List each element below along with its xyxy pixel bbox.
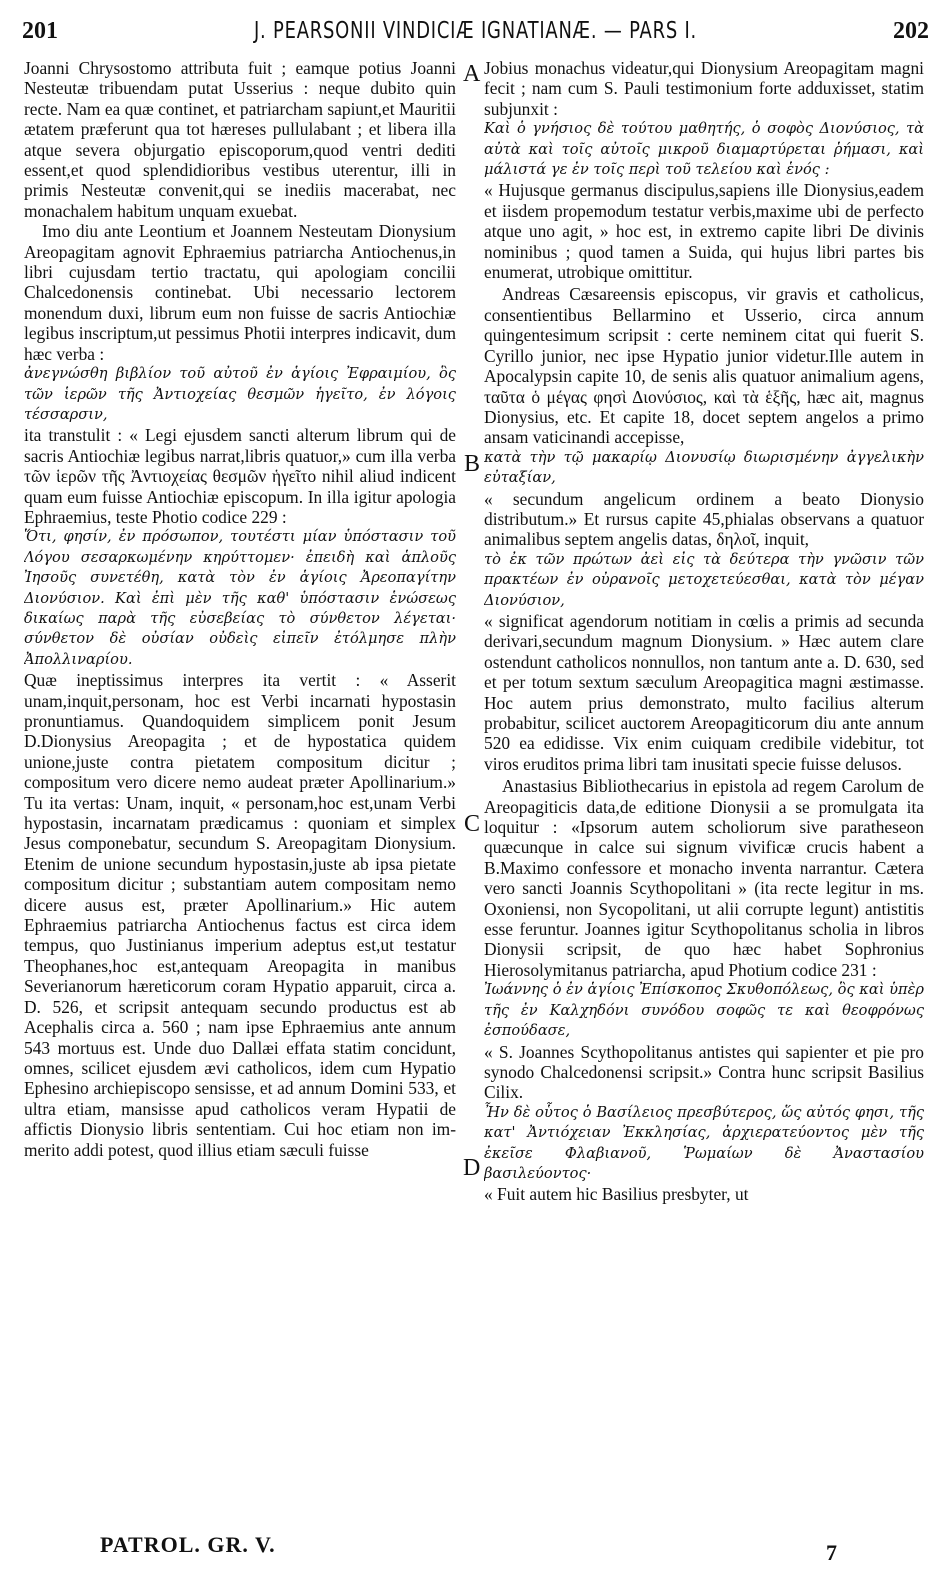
right-greek-quote-5: Ἦν δὲ οὗτος ὁ Βασίλειος πρεσβύτερος, ὥς αὐτός φησι, τῆς κατ' Ἀντιόχειαν Ἐκκλησίας, ἀρχιερατεύοντος μὲν τῆς ἐκεῖσε Φλαβιανοῦ, Ῥωμαίων δὲ Ἀναστασίου βασιλεύοντος· (484, 1103, 924, 1182)
right-paragraph-3: Anastasius Bibliothecarius in epistola ad regem Carolum de Areopagiticis data,de editione Dionysii a se promulgata ita loquitur : «Ipsorum autem scholiorum sive paratheseon quæcunque in calce sui signum vivificæ crucis habent a B.Maximo confessore et monacho inventa narrantur. Cætera vero sancti Joannis Scythopolitani » (ita recte legitur in ms. Oxoniensi, non Sycopolitani, ut alii corrupte legunt) antistitis esse feruntur. Joannes igitur Scythopolitanus scholia in libros Dionysii scripsit, de quo hæc habet Sophronius Hierosolymitanus patriarcha, apud Photium codice 231 : (484, 776, 924, 980)
margin-marker-c: C (464, 811, 481, 837)
right-column (484, 58, 924, 1488)
page-number-left: 201 (22, 18, 58, 44)
right-greek-quote-1: Καὶ ὁ γνήσιος δὲ τούτου μαθητής, ὁ σοφὸς Διονύσιος, τὰ αὐτὰ καὶ τοῖς αὐτοῖς μικροῦ διαμαρτύρεται ῥήμασι, καὶ μάλιστά γε ἐν τοῖς περὶ τοῦ τελείου καὶ ἑνός : (484, 120, 924, 179)
signature-number: 7 (826, 1540, 837, 1565)
right-paragraph-1: Jobius monachus videatur,qui Dionysium Areopagitam magni fecit ; nam cum S. Pauli testimonium forte adduxisset, statim subjunxit : (484, 58, 924, 119)
left-greek-quote-2: Ὅτι, φησίν, ἐν πρόσωπον, τουτέστι μίαν ὑπόστασιν τοῦ Λόγου σεσαρκωμένην κηρύττομεν· ἐπειδὴ καὶ ἁπλοῦς Ἰησοῦς συνετέθη, κατὰ τὸν ἐν ἁγίοις Ἀρεοπαγίτην Διονύσιον. Καὶ ἐπὶ μὲν τῆς καθ' ὑπόστασιν ἑνώσεως δικαίως παρὰ τῆς εὐσεβείας τὸ σύνθετον λέγεται· σύνθετον δὲ οὐσίαν οὐδεὶς εἰπεῖν ἐτόλμησε πλὴν Ἀπολλιναρίου. (24, 528, 456, 668)
left-column (24, 58, 456, 1488)
right-greek-quote-3: τὸ ἐκ τῶν πρώτων ἀεὶ εἰς τὰ δεύτερα τὴν γνῶσιν τῶν πρακτέων ἐν οὐρανοῖς μετοχετεύεσθαι, κατὰ τὸν μέγαν Διονύσιον, (484, 550, 924, 609)
right-paragraph-2-cont: « secundum angelicum ordinem a beato Dionysio distributum.» Et rursus capite 45,phialas observans a quatuor animalibus septem angelis datas, δηλοῖ, inquit, (484, 488, 924, 550)
right-paragraph-3-cont-b: « Fuit autem hic Basilius presbyter, ut (484, 1184, 749, 1205)
left-paragraph-2-cont: ita transtulit : « Legi ejusdem sancti alterum librum qui de sacris Antiochiæ legibus narrat,libris quatuor,» cum illa verba τῶν ἱερῶν τῆς Ἀντιοχείας θεσμῶν ἡγεῖτο nihil aliud indicent quam eum fuisse Antiochiæ episcopum. In illa igitur apologia Ephraemius, teste Photio codice 229 : (24, 425, 456, 527)
left-paragraph-2: Imo diu ante Leontium et Joannem Nesteutam Dionysium Areopagitam agnovit Ephraemius patriarcha Antiochenus,in libri cujusdam tertio tractatu, qui apologiam concilii Chalcedonensis continebat. Ubi necessario lectorem monendum duxi, librum eum non fuisse de sacris Antiochiæ legibus inscriptum,ut pessimus Photii interpres indicavit, dum hæc verba : (24, 221, 456, 364)
page-header (22, 10, 929, 50)
running-title: J. PEARSONII VINDICIÆ IGNATIANÆ. — PARS I. (253, 18, 698, 44)
margin-marker-b: B (464, 451, 481, 477)
signature-mark: PATROL. GR. V. (100, 1532, 276, 1557)
right-paragraph-1-cont: « Hujusque germanus discipulus,sapiens ille Dionysius,eadem et iisdem propemodum testatur verbis,maxime ubi de perfecto atque uno agit, » hoc est, in extremo capite libri De divinis nominibus ; quod tamen a Suida, qui hujus libri partes bis enumerat, utrobique omittitur. (484, 180, 924, 283)
left-paragraph-1: Joanni Chrysostomo attributa fuit ; eamque potius Joanni Nesteutæ tribuendam putat Usserius : neque dubito quin recte. Nam ea quæ continet, et patriarcham sapiunt,et Mauritii ætatem præferunt qua tot hæreses pullulabant ; et libera illa atque severa objurgatio episcoporum,quod ventri dediti essent,et quod splendidioribus vestibus uterentur, illi in primis Nesteutæ convenit,qui se inediis macerabat, nec monachalem habitum unquam exuebat. (24, 58, 456, 221)
right-greek-quote-4: Ἰωάννης ὁ ἐν ἁγίοις Ἐπίσκοπος Σκυθοπόλεως, ὃς καὶ ὑπὲρ τῆς ἐν Καλχηδόνι συνόδου σοφῶς τε καὶ θεοφρόνως ἐσπούδασε, (484, 981, 924, 1040)
margin-marker-a: A (463, 61, 481, 87)
page-number-right: 202 (893, 18, 929, 44)
right-paragraph-2: Andreas Cæsareensis episcopus, vir gravis et catholicus, consentientibus Bellarmino et Usserio, circa annum quingentesimum scripsit : certe neminem citat qui fuerit S. Cyrillo junior, nec ipse Hypatio junior videtur.Ille autem in Apocalypsin capite 10, de senis alis quatuor animalium agens, ταῦτα ὁ μέγας φησὶ Διονύσιος, καὶ τὰ ἑξῆς, hæc ait, magnus Dionysius, etc. Et capite 18, docet septem angelos a primo ansam vaticinandi accepisse, (484, 284, 924, 448)
right-paragraph-3-cont: « S. Joannes Scythopolitanus antistes qui sapienter et pie pro synodo Chalcedonensi scripsit.» Contra hunc scripsit Basilius Cilix. (484, 1041, 924, 1103)
right-greek-quote-2: κατὰ τὴν τῷ μακαρίῳ Διονυσίῳ διωρισμένην ἀγγελικὴν εὐταξίαν, (484, 448, 924, 487)
left-paragraph-2-cont-b: Quæ ineptissimus interpres ita vertit : « Asserit unam,inquit,personam, hoc est Verbi incarnati hypostasin pronuntiamus. Quandoquidem simplicem ponit Jesum D.Dionysius Areopagita ; et de hypostatica quidem unione,juste contra pietatem compositum dicitur ; compositum vero dicere nemo audeat præter Apollinarium.» Tu ita vertas: Unam, inquit, « personam,hoc est,unam Verbi hypostasin, incarnatam prædicamus : quoniam et simplex Jesus componebatur, secundum S. Areopagitam Dionysium. Etenim de unione secundum hypostasin,juste ab ipsa pietate compositum dicitur ; substantiam autem compositam nemo dicere ausus est, præter Apollinarium.» Hic autem Ephraemius patriarcha Antiochenus factus est circa idem tempus, quo Justinianus imperium adeptus est,ut testatur Theophanes,hoc est,antequam Areopagita in manibus Severianorum hæreticorum coram Hypatio apparuit, circa a. D. 526, et scripsit antequam secundo productus est ab Acephalis circa a. 560 ; nam ipse Ephraemius ante annum 543 mortuus est. Unde duo Dallæi effata statim concidunt, omnes, scilicet ejusdem ævi catholicos, idem cum Hypatio Ephesino archiepiscopo sensisse, et ad annum Domini 533, et ultra etiam, mansisse apud catholicos veram Hypatii de affictis Dionysio libris sententiam. Cui hoc etiam non immerito addi potest, quod illius etiam sæculi fuisse (24, 670, 456, 1160)
margin-marker-d: D (463, 1155, 481, 1181)
right-paragraph-2-cont-b: « significat agendorum notitiam in cœlis a primis ad secunda derivari,secundum magnum Dionysium. » Hæc autem clare ostendunt catholicos nonnullos, non tantum ante a. D. 630, sed et per totum sextum sæculum Areopagitica magni æstimasse. Hoc autem prius demonstrato, multo facilius alterum probabitur, scilicet auctorem Areopagiticorum diu ante annum 520 ea edidisse. Vix enim cuiquam credibile videbitur, tot viros eruditos prima libri tam inusitati specie fuisse delusos. (484, 610, 924, 774)
left-greek-quote-1: ἀνεγνώσθη βιβλίον τοῦ αὐτοῦ ἐν ἁγίοις Ἐφραιμίου, ὃς τῶν ἱερῶν τῆς Ἀντιοχείας θεσμῶν ἡγεῖτο, ἐν λόγοις τέσσαρσιν, (24, 365, 456, 423)
